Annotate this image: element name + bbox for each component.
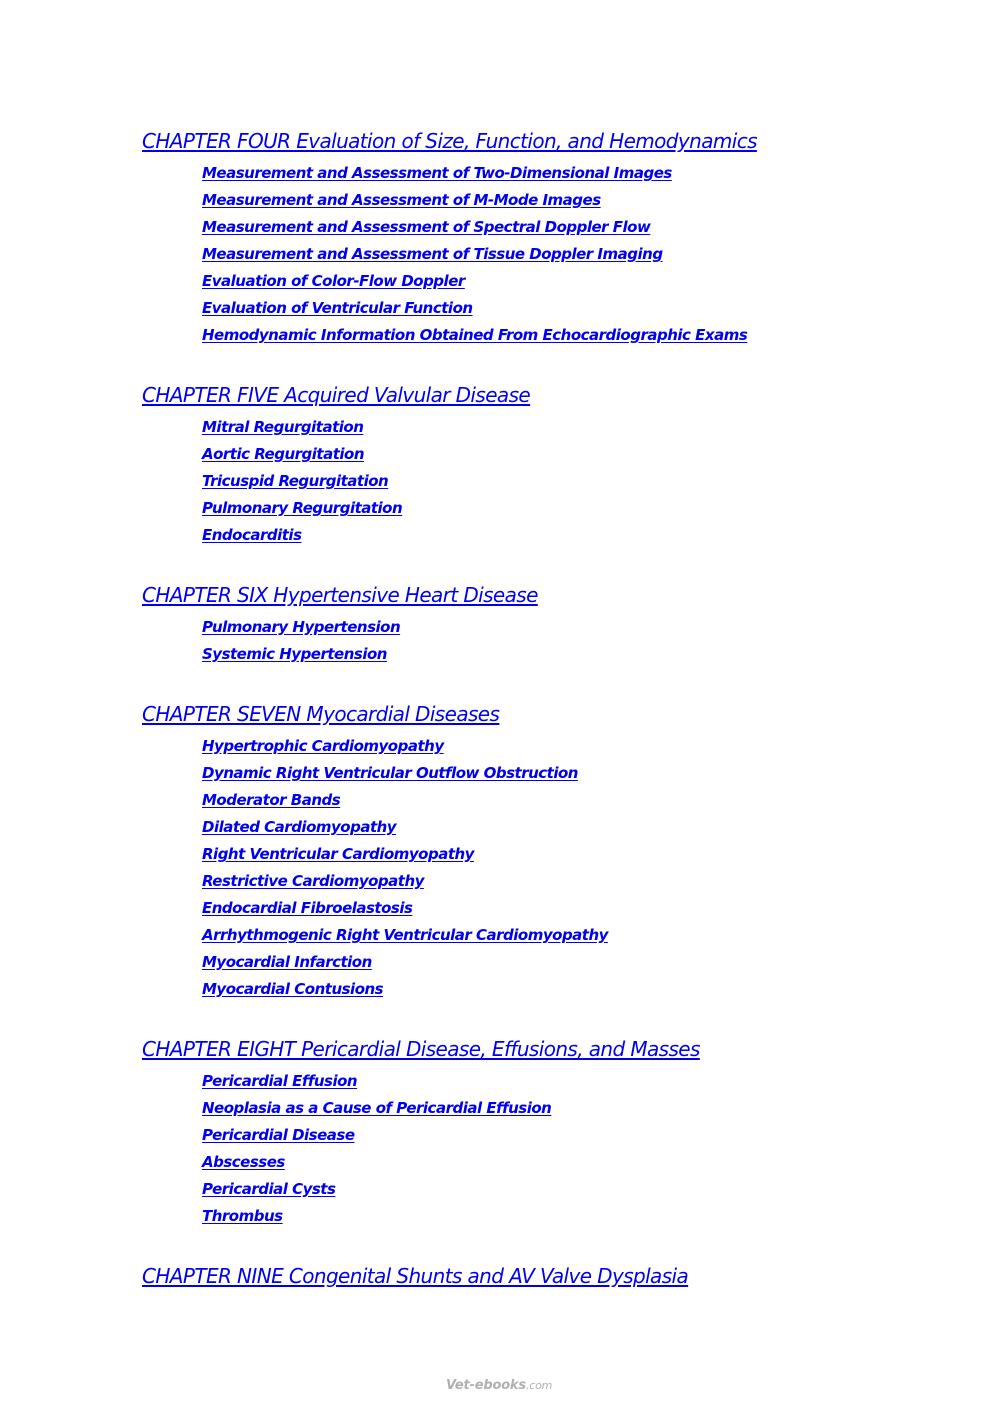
list-item bbox=[202, 733, 962, 760]
section-link[interactable]: Pericardial Disease bbox=[202, 1126, 355, 1144]
chapter-block bbox=[142, 380, 962, 549]
list-item bbox=[202, 495, 962, 522]
section-link[interactable]: Tricuspid Regurgitation bbox=[202, 472, 389, 490]
section-link[interactable]: Evaluation of Color-Flow Doppler bbox=[202, 272, 465, 290]
list-item bbox=[202, 1095, 962, 1122]
section-list bbox=[142, 733, 962, 1003]
chapter-block bbox=[142, 1261, 962, 1291]
section-link[interactable]: Abscesses bbox=[202, 1153, 285, 1171]
section-link[interactable]: Measurement and Assessment of M-Mode Images bbox=[202, 191, 601, 209]
list-item bbox=[202, 1068, 962, 1095]
section-link[interactable]: Myocardial Contusions bbox=[202, 980, 384, 998]
section-link[interactable]: Aortic Regurgitation bbox=[202, 445, 364, 463]
section-link[interactable]: Thrombus bbox=[202, 1207, 283, 1225]
section-link[interactable]: Evaluation of Ventricular Function bbox=[202, 299, 473, 317]
chapter-title-link[interactable]: CHAPTER NINE Congenital Shunts and AV Valve Dysplasia bbox=[142, 1264, 689, 1288]
section-link[interactable]: Endocarditis bbox=[202, 526, 302, 544]
list-item bbox=[202, 522, 962, 549]
list-item bbox=[202, 895, 962, 922]
chapter-title-link[interactable]: CHAPTER SIX Hypertensive Heart Disease bbox=[142, 583, 538, 607]
chapter-title-link[interactable]: CHAPTER SEVEN Myocardial Diseases bbox=[142, 702, 500, 726]
list-item bbox=[202, 295, 962, 322]
list-item bbox=[202, 949, 962, 976]
section-link[interactable]: Systemic Hypertension bbox=[202, 645, 387, 663]
section-link[interactable]: Dilated Cardiomyopathy bbox=[202, 818, 397, 836]
list-item bbox=[202, 322, 962, 349]
chapter-block bbox=[142, 1034, 962, 1230]
list-item bbox=[202, 1149, 962, 1176]
watermark-logo bbox=[446, 1378, 552, 1393]
table-of-contents bbox=[142, 126, 962, 1322]
chapter-title-link[interactable]: CHAPTER FOUR Evaluation of Size, Function, and Hemodynamics bbox=[142, 129, 757, 153]
section-link[interactable]: Measurement and Assessment of Tissue Doppler Imaging bbox=[202, 245, 663, 263]
list-item bbox=[202, 414, 962, 441]
section-link[interactable]: Mitral Regurgitation bbox=[202, 418, 364, 436]
section-link[interactable]: Pulmonary Hypertension bbox=[202, 618, 401, 636]
section-list bbox=[142, 414, 962, 549]
section-list bbox=[142, 1068, 962, 1230]
chapter-block bbox=[142, 699, 962, 1003]
list-item bbox=[202, 841, 962, 868]
section-link[interactable]: Hypertrophic Cardiomyopathy bbox=[202, 737, 444, 755]
chapter-title-link[interactable]: CHAPTER EIGHT Pericardial Disease, Effusions, and Masses bbox=[142, 1037, 700, 1061]
section-link[interactable]: Pulmonary Regurgitation bbox=[202, 499, 403, 517]
section-link[interactable]: Pericardial Effusion bbox=[202, 1072, 358, 1090]
list-item bbox=[202, 441, 962, 468]
list-item bbox=[202, 787, 962, 814]
chapter-title-link[interactable]: CHAPTER FIVE Acquired Valvular Disease bbox=[142, 383, 531, 407]
section-link[interactable]: Myocardial Infarction bbox=[202, 953, 372, 971]
list-item bbox=[202, 160, 962, 187]
list-item bbox=[202, 268, 962, 295]
list-item bbox=[202, 922, 962, 949]
section-list bbox=[142, 160, 962, 349]
chapter-block bbox=[142, 126, 962, 349]
section-list bbox=[142, 614, 962, 668]
watermark-suffix: .com bbox=[525, 1379, 553, 1392]
list-item bbox=[202, 868, 962, 895]
list-item bbox=[202, 187, 962, 214]
section-link[interactable]: Measurement and Assessment of Spectral Doppler Flow bbox=[202, 218, 651, 236]
list-item bbox=[202, 468, 962, 495]
list-item bbox=[202, 641, 962, 668]
list-item bbox=[202, 814, 962, 841]
section-link[interactable]: Endocardial Fibroelastosis bbox=[202, 899, 413, 917]
list-item bbox=[202, 976, 962, 1003]
list-item bbox=[202, 1176, 962, 1203]
section-link[interactable]: Measurement and Assessment of Two-Dimensional Images bbox=[202, 164, 672, 182]
section-link[interactable]: Moderator Bands bbox=[202, 791, 341, 809]
chapter-block bbox=[142, 580, 962, 668]
section-link[interactable]: Hemodynamic Information Obtained From Echocardiographic Exams bbox=[202, 326, 748, 344]
section-link[interactable]: Right Ventricular Cardiomyopathy bbox=[202, 845, 474, 863]
section-link[interactable]: Dynamic Right Ventricular Outflow Obstruction bbox=[202, 764, 578, 782]
list-item bbox=[202, 241, 962, 268]
section-link[interactable]: Arrhythmogenic Right Ventricular Cardiomyopathy bbox=[202, 926, 608, 944]
list-item bbox=[202, 1122, 962, 1149]
list-item bbox=[202, 614, 962, 641]
section-link[interactable]: Pericardial Cysts bbox=[202, 1180, 336, 1198]
list-item bbox=[202, 214, 962, 241]
list-item bbox=[202, 760, 962, 787]
list-item bbox=[202, 1203, 962, 1230]
section-link[interactable]: Neoplasia as a Cause of Pericardial Effusion bbox=[202, 1099, 552, 1117]
watermark-brand: Vet-ebooks bbox=[446, 1378, 526, 1393]
section-link[interactable]: Restrictive Cardiomyopathy bbox=[202, 872, 424, 890]
